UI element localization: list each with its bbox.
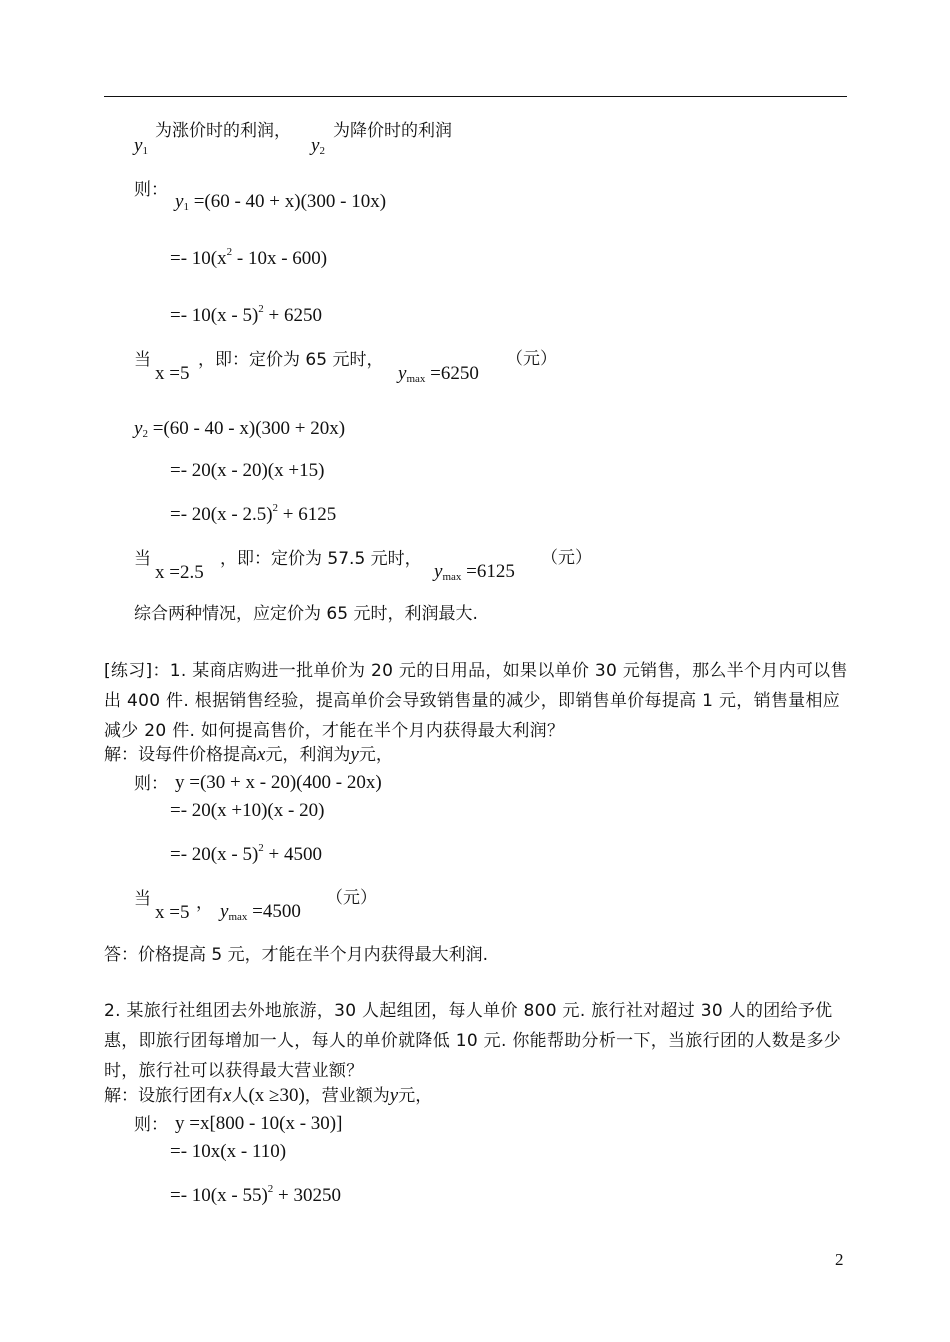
ex1-equation-2: =- 20(x +10)(x - 20) (170, 800, 325, 821)
y1-equation-3: =- 10(x - 5)$^2$ + 6250 (170, 303, 322, 326)
x-value-2: x =2.5 (155, 562, 204, 583)
summary-text: 综合两种情况，应定价为 65 元时，利润最大. (134, 604, 478, 624)
ymax-value: $y_{max} =6250$ (398, 363, 479, 385)
x-value: x =5 (155, 363, 190, 384)
exercise-1-text: [练习]：1. 某商店购进一批单价为 20 元的日用品，如果以单价 30 元销售，那么半个月内可以售出 400 件. 根据销售经验，提高单价会导致销售量的减少，即销售单价每提高 1 元，销售量相应减少 20 件. 如何提高售价，才能在半个月内获得最大利润？ (104, 661, 848, 741)
y1-symbol: $y_1$ (134, 135, 148, 157)
y2-description: 为降价时的利润 (333, 121, 452, 141)
ex2-equation-2: =- 10x(x - 110) (170, 1141, 287, 1162)
when-label-2: 当 (134, 549, 151, 569)
y1-description: 为涨价时的利润， (155, 121, 291, 141)
then-label-ex2: 则： (134, 1115, 168, 1135)
exercise-1-answer: 答：价格提高 5 元，才能在半个月内获得最大利润. (104, 945, 489, 965)
price-statement: ，即：定价为 65 元时， (198, 350, 384, 370)
header-rule (104, 96, 847, 97)
ex1-equation-3: =- 20(x - 5)$^2$ + 4500 (170, 842, 322, 865)
y2-equation-1: $y_2 =(60 - 40 - x)(300 + 20x)$ (134, 418, 346, 440)
unit-yuan: （元） (506, 349, 557, 369)
ex2-equation-3: =- 10(x - 55)$^2$ + 30250 (170, 1183, 341, 1206)
ymax-value-2: $y_{max} =6125$ (434, 561, 515, 583)
page-number: 2 (835, 1250, 844, 1269)
ymax-value-ex1: $y_{max} =4500$ (220, 901, 301, 923)
unit-yuan-ex1: （元） (326, 888, 377, 908)
when-label: 当 (134, 350, 151, 370)
unit-yuan-2: （元） (541, 548, 592, 568)
exercise-2-solution: 解：设旅行团有x人(x ≥30)，营业额为y元， (104, 1085, 433, 1106)
y2-equation-3: =- 20(x - 2.5)$^2$ + 6125 (170, 502, 337, 525)
y2-symbol: $y_2$ (311, 135, 325, 157)
y1-equation-2: =- $10(x^2 - 10x - 600)$ (170, 246, 328, 269)
then-label-ex1: 则： (134, 774, 168, 794)
exercise-1-solution: 解：设每件价格提高x元，利润为y元， (104, 744, 393, 765)
when-label-ex1: 当 (134, 889, 151, 909)
y2-equation-2: =- 20(x - 20)(x +15) (170, 460, 325, 481)
then-label: 则： (134, 180, 168, 200)
comma-ex1: ， (196, 893, 213, 913)
exercise-2-text: 2. 某旅行社组团去外地旅游，30 人起组团，每人单价 800 元. 旅行社对超过 30 人的团给予优惠，即旅行团每增加一人，每人的单价就降低 10 元. 你能帮助分析一下，当旅行团的人数是多少时，旅行社可以获得最大营业额？ (104, 1001, 842, 1081)
y1-equation-1: $y_1 =(60 - 40 + x)(300 - 10x)$ (175, 191, 387, 213)
ex2-equation-1: y =x[800 - 10(x - 30)] (175, 1113, 343, 1134)
price-statement-2: ，即：定价为 57.5 元时， (220, 549, 422, 569)
ex1-equation-1: y =(30 + x - 20)(400 - 20x) (175, 772, 382, 793)
x-value-ex1: x =5 (155, 902, 190, 923)
